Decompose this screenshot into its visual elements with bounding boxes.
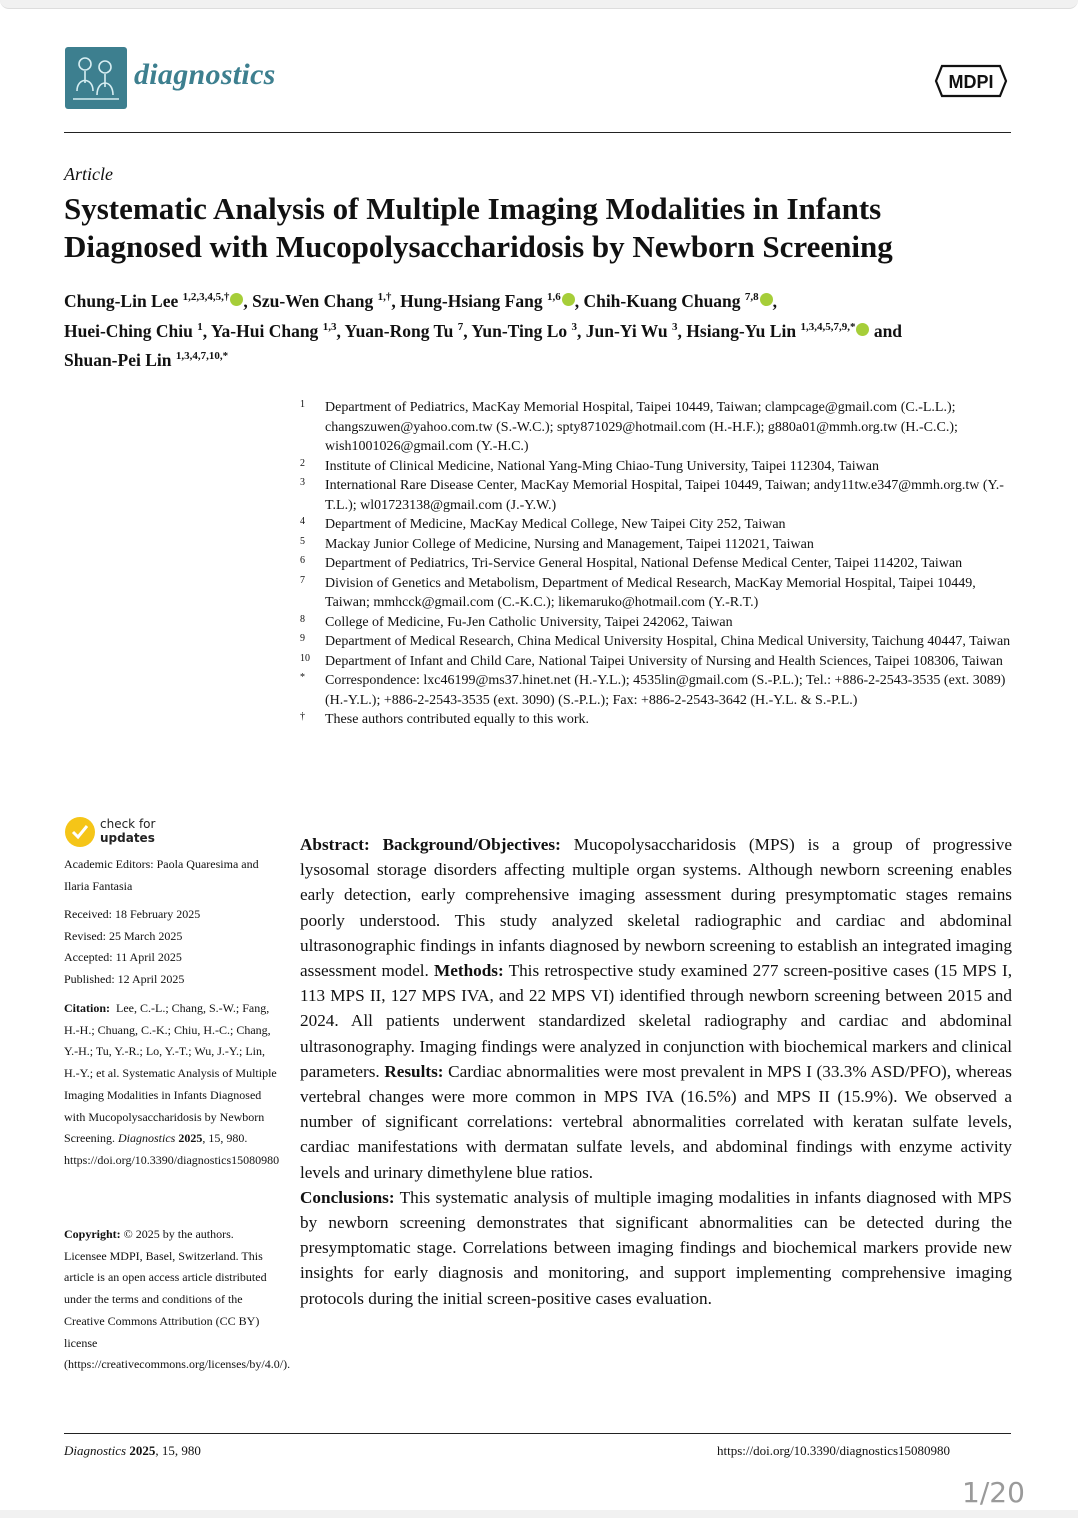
affiliation-item bbox=[300, 671, 1020, 710]
viewer-bottom-bar bbox=[0, 1510, 1078, 1518]
affiliation-number: 2 bbox=[300, 457, 305, 469]
affiliation-item bbox=[300, 554, 1020, 574]
methods-text: This retrospective study examined 277 screen-positive cases (15 MPS I, 113 MPS II, 127 MPS IVA, and 22 MPS VI) identified through newborn screening between 2015 and 2024. All patients underwent standardized skeletal radiography and cardiac and abdominal ultrasonography. Imaging findings were analyzed in conjunction with biochemical markers and clinical parameters. bbox=[300, 961, 1012, 1081]
footer-doi-link[interactable]: https://doi.org/10.3390/diagnostics15080980 bbox=[717, 1443, 951, 1458]
author-affiliation-marks: 1,† bbox=[377, 291, 392, 303]
author-name: Hung-Hsiang Fang bbox=[400, 290, 543, 311]
affiliation-item bbox=[300, 710, 1020, 730]
orcid-icon[interactable] bbox=[760, 293, 773, 306]
author-name: Chung-Lin Lee bbox=[64, 290, 179, 311]
affiliation-text: Department of Medicine, MacKay Medical College, New Taipei City 252, Taiwan bbox=[325, 517, 786, 532]
footer-volume: , 15, 980 bbox=[155, 1443, 201, 1458]
date-block bbox=[64, 904, 279, 991]
header-rule bbox=[64, 132, 1011, 133]
journal-name: diagnostics bbox=[134, 58, 276, 91]
check-icon bbox=[65, 817, 95, 847]
affiliation-item bbox=[300, 535, 1020, 555]
author-affiliation-marks: 1,2,3,4,5,† bbox=[182, 291, 230, 303]
accepted-date: Accepted: 11 April 2025 bbox=[64, 950, 182, 965]
orcid-icon[interactable] bbox=[856, 323, 869, 336]
affiliation-text: International Rare Disease Center, MacKay Memorial Hospital, Taipei 10449, Taiwan; andy11tw.e347@mmh.org.tw (Y.-T.L.); wl01723138@gmail.com (J.-Y.W.) bbox=[325, 478, 1004, 513]
affiliation-item bbox=[300, 574, 1020, 613]
footer-rule bbox=[64, 1433, 1011, 1434]
affiliation-text: Mackay Junior College of Medicine, Nursing and Management, Taipei 112021, Taiwan bbox=[325, 536, 814, 552]
affiliation-number: 10 bbox=[300, 652, 310, 664]
author bbox=[686, 321, 869, 341]
citation-year: 2025 bbox=[178, 1131, 203, 1146]
revised-date: Revised: 25 March 2025 bbox=[64, 928, 183, 943]
affiliation-item bbox=[300, 652, 1020, 672]
affiliation-item bbox=[300, 398, 1020, 457]
affiliation-item bbox=[300, 476, 1020, 515]
article-type: Article bbox=[64, 164, 113, 184]
author bbox=[64, 291, 243, 311]
citation-text: Lee, C.-L.; Chang, S.-W.; Fang, H.-H.; Chuang, C.-K.; Chiu, H.-C.; Chang, Y.-H.; Tu, Y.-R.; Lo, Y.-T.; Wu, J.-Y.; Lin, H.-Y.; et al. Systematic Analysis of Multiple Imaging Modalities in Infants Diagnosed with Mucopolysaccharidosis by Newborn Screening. bbox=[64, 1001, 277, 1146]
affiliation-list bbox=[300, 398, 1020, 730]
affiliation-number: * bbox=[300, 672, 305, 683]
author-name: Ya-Hui Chang bbox=[210, 320, 319, 341]
received-date: Received: 18 February 2025 bbox=[64, 907, 201, 921]
affiliation-item bbox=[300, 632, 1020, 652]
citation-label: Citation: bbox=[64, 1001, 110, 1015]
affiliation-text: Department of Infant and Child Care, National Taipei University of Nursing and Health Sciences, Taipei 108306, Taiwan bbox=[325, 653, 1003, 669]
affiliation-number: 3 bbox=[300, 477, 305, 488]
copyright-text: © 2025 by the authors. Licensee MDPI, Basel, Switzerland. This article is an open access article distributed under the terms and conditions of the Creative Commons Attribution (CC BY) license (https://creativecommons.org/licenses/by/4.0/). bbox=[64, 1227, 291, 1372]
affiliation-text: Correspondence: lxc46199@ms37.hinet.net (H.-Y.L.); 4535lin@gmail.com (S.-P.L.); Tel.: +886-2-2543-3535 (ext. 3089) (H.-Y.L.); +886-2-2543-3535 (ext. 3090) (S.-P.L.); Fax: +886-2-2543-3642 (H.-Y.L. & S.-P.L.) bbox=[325, 673, 1006, 708]
conclusions-text: This systematic analysis of multiple imaging modalities in infants diagnosed with MPS by newborn screening demonstrates that significant abnormalities can be detected during the presymptomatic stage. Correlations between imaging findings and biochemical markers provide new insights for early diagnosis and monitoring, and support implementing comprehensive imaging protocols during the initial screen-positive cases evaluation. bbox=[300, 1187, 1012, 1308]
citation-volume[interactable]: , 15, 980. https://doi.org/10.3390/diagnostics15080980 bbox=[64, 1131, 280, 1167]
affiliation-item bbox=[300, 515, 1020, 535]
author bbox=[400, 291, 575, 311]
author-name: Yun-Ting Lo bbox=[471, 320, 568, 341]
affiliation-text: Institute of Clinical Medicine, National Yang-Ming Chiao-Tung University, Taipei 112304, Taiwan bbox=[325, 458, 879, 474]
author-affiliation-marks: 1,3 bbox=[322, 320, 337, 333]
abstract bbox=[300, 832, 1012, 1311]
copyright-block bbox=[64, 1224, 291, 1376]
author-affiliation-marks: 7,8 bbox=[744, 291, 759, 303]
author bbox=[586, 321, 678, 341]
author-affiliation-marks: 1,6 bbox=[546, 291, 561, 303]
affiliation-number: 4 bbox=[300, 516, 305, 527]
mdpi-logo bbox=[932, 60, 1010, 102]
abstract-label: Abstract: bbox=[300, 835, 370, 854]
check-updates-line2: updates bbox=[100, 831, 155, 845]
author-name: Huei-Ching Chiu bbox=[64, 320, 193, 341]
affiliation-number: † bbox=[300, 711, 305, 722]
author bbox=[64, 350, 228, 370]
affiliation-item bbox=[300, 457, 1020, 477]
author bbox=[471, 321, 577, 341]
author-name: Chih-Kuang Chuang bbox=[583, 290, 741, 311]
affiliation-text: These authors contributed equally to this work. bbox=[325, 712, 589, 727]
journal-logo-icon bbox=[65, 47, 127, 109]
author-name: Shuan-Pei Lin bbox=[64, 350, 172, 371]
author-affiliation-marks: 7 bbox=[457, 320, 464, 333]
footer-year: 2025 bbox=[129, 1443, 156, 1458]
background-label: Background/Objectives: bbox=[382, 835, 561, 854]
publisher-name: MDPI bbox=[948, 72, 994, 92]
author bbox=[583, 291, 772, 311]
affiliation-text: Department of Pediatrics, Tri-Service General Hospital, National Defense Medical Center, Taipei 114202, Taiwan bbox=[325, 556, 963, 571]
author bbox=[211, 321, 337, 341]
viewer-top-bar bbox=[0, 0, 1078, 9]
author-list: Chung-Lin Lee $^{1,2,3,4,5,\dagger}$ , Szu-Wen Chang $^{1,\dagger}$, Hung-Hsiang Fang $^{1,6}$ , Chih-Kuang Chuang $^{7,8}$ , Huei-Ching Chiu $^1$, Ya-Hui Chang $^{1,3}$, Yuan-Rong Tu $^7$, Yun-Ting Lo $^3$, Jun-Yi Wu $^3$, Hsiang-Yu Lin $^{1,3,4,5,7,9,*}$ and Shuan-Pei Lin $^{1,3,4,7,10,*}$ bbox=[64, 290, 903, 371]
author-affiliation-marks: 1 bbox=[197, 320, 203, 333]
author-name: Hsiang-Yu Lin bbox=[686, 320, 797, 341]
author-affiliation-marks: 1,3,4,5,7,9,* bbox=[800, 320, 856, 333]
affiliation-number: 7 bbox=[300, 574, 305, 586]
paper-title: Systematic Analysis of Multiple Imaging Modalities in Infants Diagnosed with Mucopolysaccharidosis by Newborn Screening bbox=[64, 191, 893, 264]
orcid-icon[interactable] bbox=[230, 293, 243, 306]
author-name: Jun-Yi Wu bbox=[585, 320, 668, 341]
page-indicator: 1/20 bbox=[962, 1476, 1025, 1509]
methods-label: Methods: bbox=[434, 961, 504, 981]
author bbox=[345, 321, 464, 341]
author bbox=[64, 321, 203, 341]
results-text: Cardiac abnormalities were most prevalent in MPS I (33.3% ASD/PFO), whereas vertebral changes were more common in MPS IVA (16.5%) and MPS II (15.9%). We observed a number of significant correlations: vertebral abnormalities correlated with keratan sulfate levels, cardiac manifestations with dermatan sulfate levels, and abdominal findings with enzyme activity levels and urinary dimethylene blue ratios. bbox=[300, 1061, 1012, 1182]
background-text: Mucopolysaccharidosis (MPS) is a group of progressive lysosomal storage disorders affecting multiple organ systems. Although newborn screening enables early detection, early comprehensive imaging assessment during presymptomatic stages remains poorly understood. This study analyzed skeletal radiographic and cardiac and abdominal ultrasonographic findings in infants diagnosed by newborn screening to establish an integrated imaging assessment model. bbox=[300, 835, 1013, 981]
affiliation-text: College of Medicine, Fu-Jen Catholic University, Taipei 242062, Taiwan bbox=[325, 614, 733, 630]
affiliation-text: Department of Medical Research, China Medical University Hospital, China Medical University, Taichung 40447, Taiwan bbox=[325, 634, 1011, 649]
author-affiliation-marks: 3 bbox=[672, 320, 678, 333]
citation-block bbox=[64, 998, 279, 1172]
affiliation-number: 8 bbox=[300, 613, 305, 625]
author-name: Szu-Wen Chang bbox=[252, 290, 374, 311]
author bbox=[252, 291, 391, 311]
results-label: Results: bbox=[384, 1061, 444, 1081]
affiliation-number: 1 bbox=[300, 399, 305, 410]
citation-journal: Diagnostics bbox=[117, 1131, 176, 1146]
published-date: Published: 12 April 2025 bbox=[64, 972, 185, 987]
orcid-icon[interactable] bbox=[562, 293, 575, 306]
footer-citation bbox=[64, 1443, 201, 1459]
author-name: Yuan-Rong Tu bbox=[344, 320, 454, 341]
check-for-updates-button[interactable] bbox=[64, 814, 224, 850]
academic-editors: Academic Editors: Paola Quaresima and Ilaria Fantasia bbox=[64, 857, 259, 893]
affiliation-text: Department of Pediatrics, MacKay Memorial Hospital, Taipei 10449, Taiwan; clampcage@gmail.com (C.-L.L.); changszuwen@yahoo.com.tw (S.-W.C.); spty871029@hotmail.com (H.-H.F.); g880a01@mmh.org.tw (H.-C.C.); wish1001026@gmail.com (Y.-H.C.) bbox=[325, 400, 958, 454]
footer-journal: Diagnostics bbox=[64, 1443, 127, 1458]
author-affiliation-marks: 1,3,4,7,10,* bbox=[175, 350, 229, 363]
author-affiliation-marks: 3 bbox=[571, 320, 578, 333]
affiliation-text: Division of Genetics and Metabolism, Department of Medical Research, MacKay Memorial Hospital, Taipei 10449, Taiwan; mmhcck@gmail.com (C.-K.C.); likemaruko@hotmail.com (Y.-R.T.) bbox=[325, 575, 976, 610]
affiliation-item bbox=[300, 613, 1020, 633]
affiliation-number: 5 bbox=[300, 535, 305, 547]
conclusions-label: Conclusions: bbox=[300, 1187, 395, 1207]
affiliation-number: 6 bbox=[300, 555, 305, 566]
affiliation-number: 9 bbox=[300, 633, 305, 644]
copyright-label: Copyright: bbox=[64, 1227, 121, 1241]
check-updates-line1: check for bbox=[100, 817, 156, 831]
